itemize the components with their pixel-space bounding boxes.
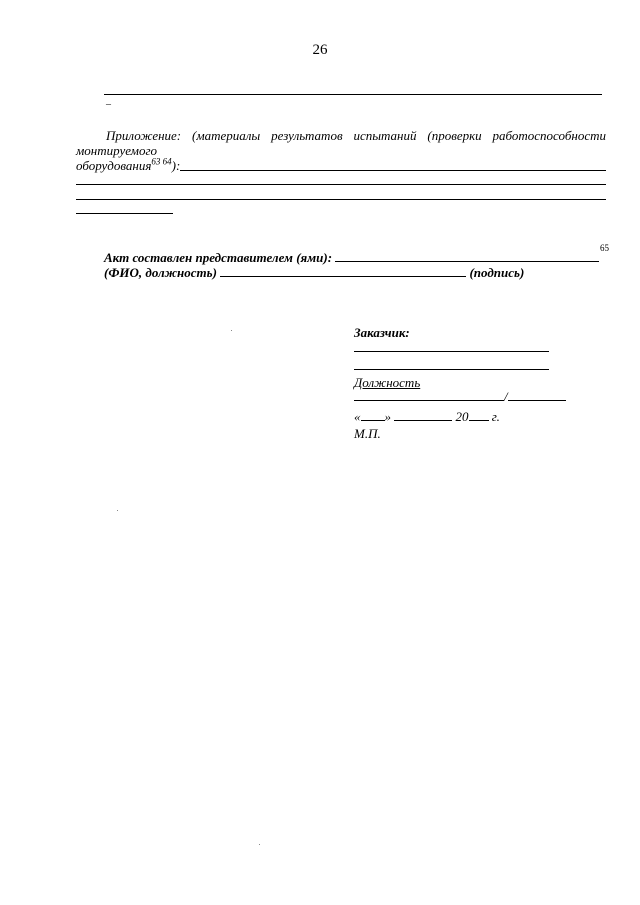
date-open-quote: « (354, 409, 361, 424)
act-footnote-ref: 65 (600, 243, 609, 253)
name-fill-line (508, 389, 566, 401)
act-fill-line (335, 250, 599, 262)
day-fill-line (361, 409, 385, 421)
month-fill-line (394, 409, 452, 421)
appendix-word-4: испытаний (353, 128, 417, 143)
scan-speck-1 (231, 330, 232, 331)
appendix-fill-line-1 (180, 170, 606, 171)
fio-label: (ФИО, должность) (104, 265, 217, 280)
customer-line-1 (354, 351, 549, 352)
appendix-line-3-tail: ): (171, 158, 181, 173)
signature-label: (подпись) (469, 265, 525, 280)
appendix-fill-line-3 (76, 199, 606, 200)
signature-row (354, 389, 566, 404)
act-line (104, 250, 599, 265)
appendix-line-2: монтируемого (76, 143, 158, 158)
appendix-word-1: Приложение: (106, 128, 182, 143)
stamp-label: М.П. (354, 426, 381, 441)
fio-fill-line (220, 265, 466, 277)
customer-line-2 (354, 369, 549, 370)
top-rule (104, 94, 602, 95)
fio-line (104, 265, 524, 280)
stray-dash: – (106, 99, 111, 110)
year-fill-line (469, 409, 489, 421)
appendix-footnote-refs: 63 64 (151, 156, 172, 167)
appendix-line-3-text: оборудования (76, 158, 152, 173)
date-row (354, 409, 500, 424)
appendix-word-2: (материалы (191, 128, 261, 143)
signature-slash: / (504, 389, 508, 404)
appendix-word-6: работоспособности (492, 128, 606, 143)
scan-speck-2 (117, 510, 118, 511)
appendix-word-3: результатов (271, 128, 343, 143)
year-prefix: 20 (455, 409, 469, 424)
date-close-quote: » (384, 409, 391, 424)
appendix-word-5: (проверки (427, 128, 482, 143)
scan-speck-3 (259, 844, 260, 845)
appendix-line-3 (76, 158, 180, 173)
position-label: Должность (354, 375, 421, 390)
customer-title: Заказчик: (354, 325, 410, 340)
appendix-fill-line-2 (76, 184, 606, 185)
signature-fill-line (354, 389, 504, 401)
act-label: Акт составлен представителем (ями): (104, 250, 333, 265)
year-suffix: г. (491, 409, 500, 424)
appendix-line-1 (106, 128, 606, 143)
page-number: 26 (312, 42, 328, 58)
appendix-fill-line-4 (76, 213, 173, 214)
